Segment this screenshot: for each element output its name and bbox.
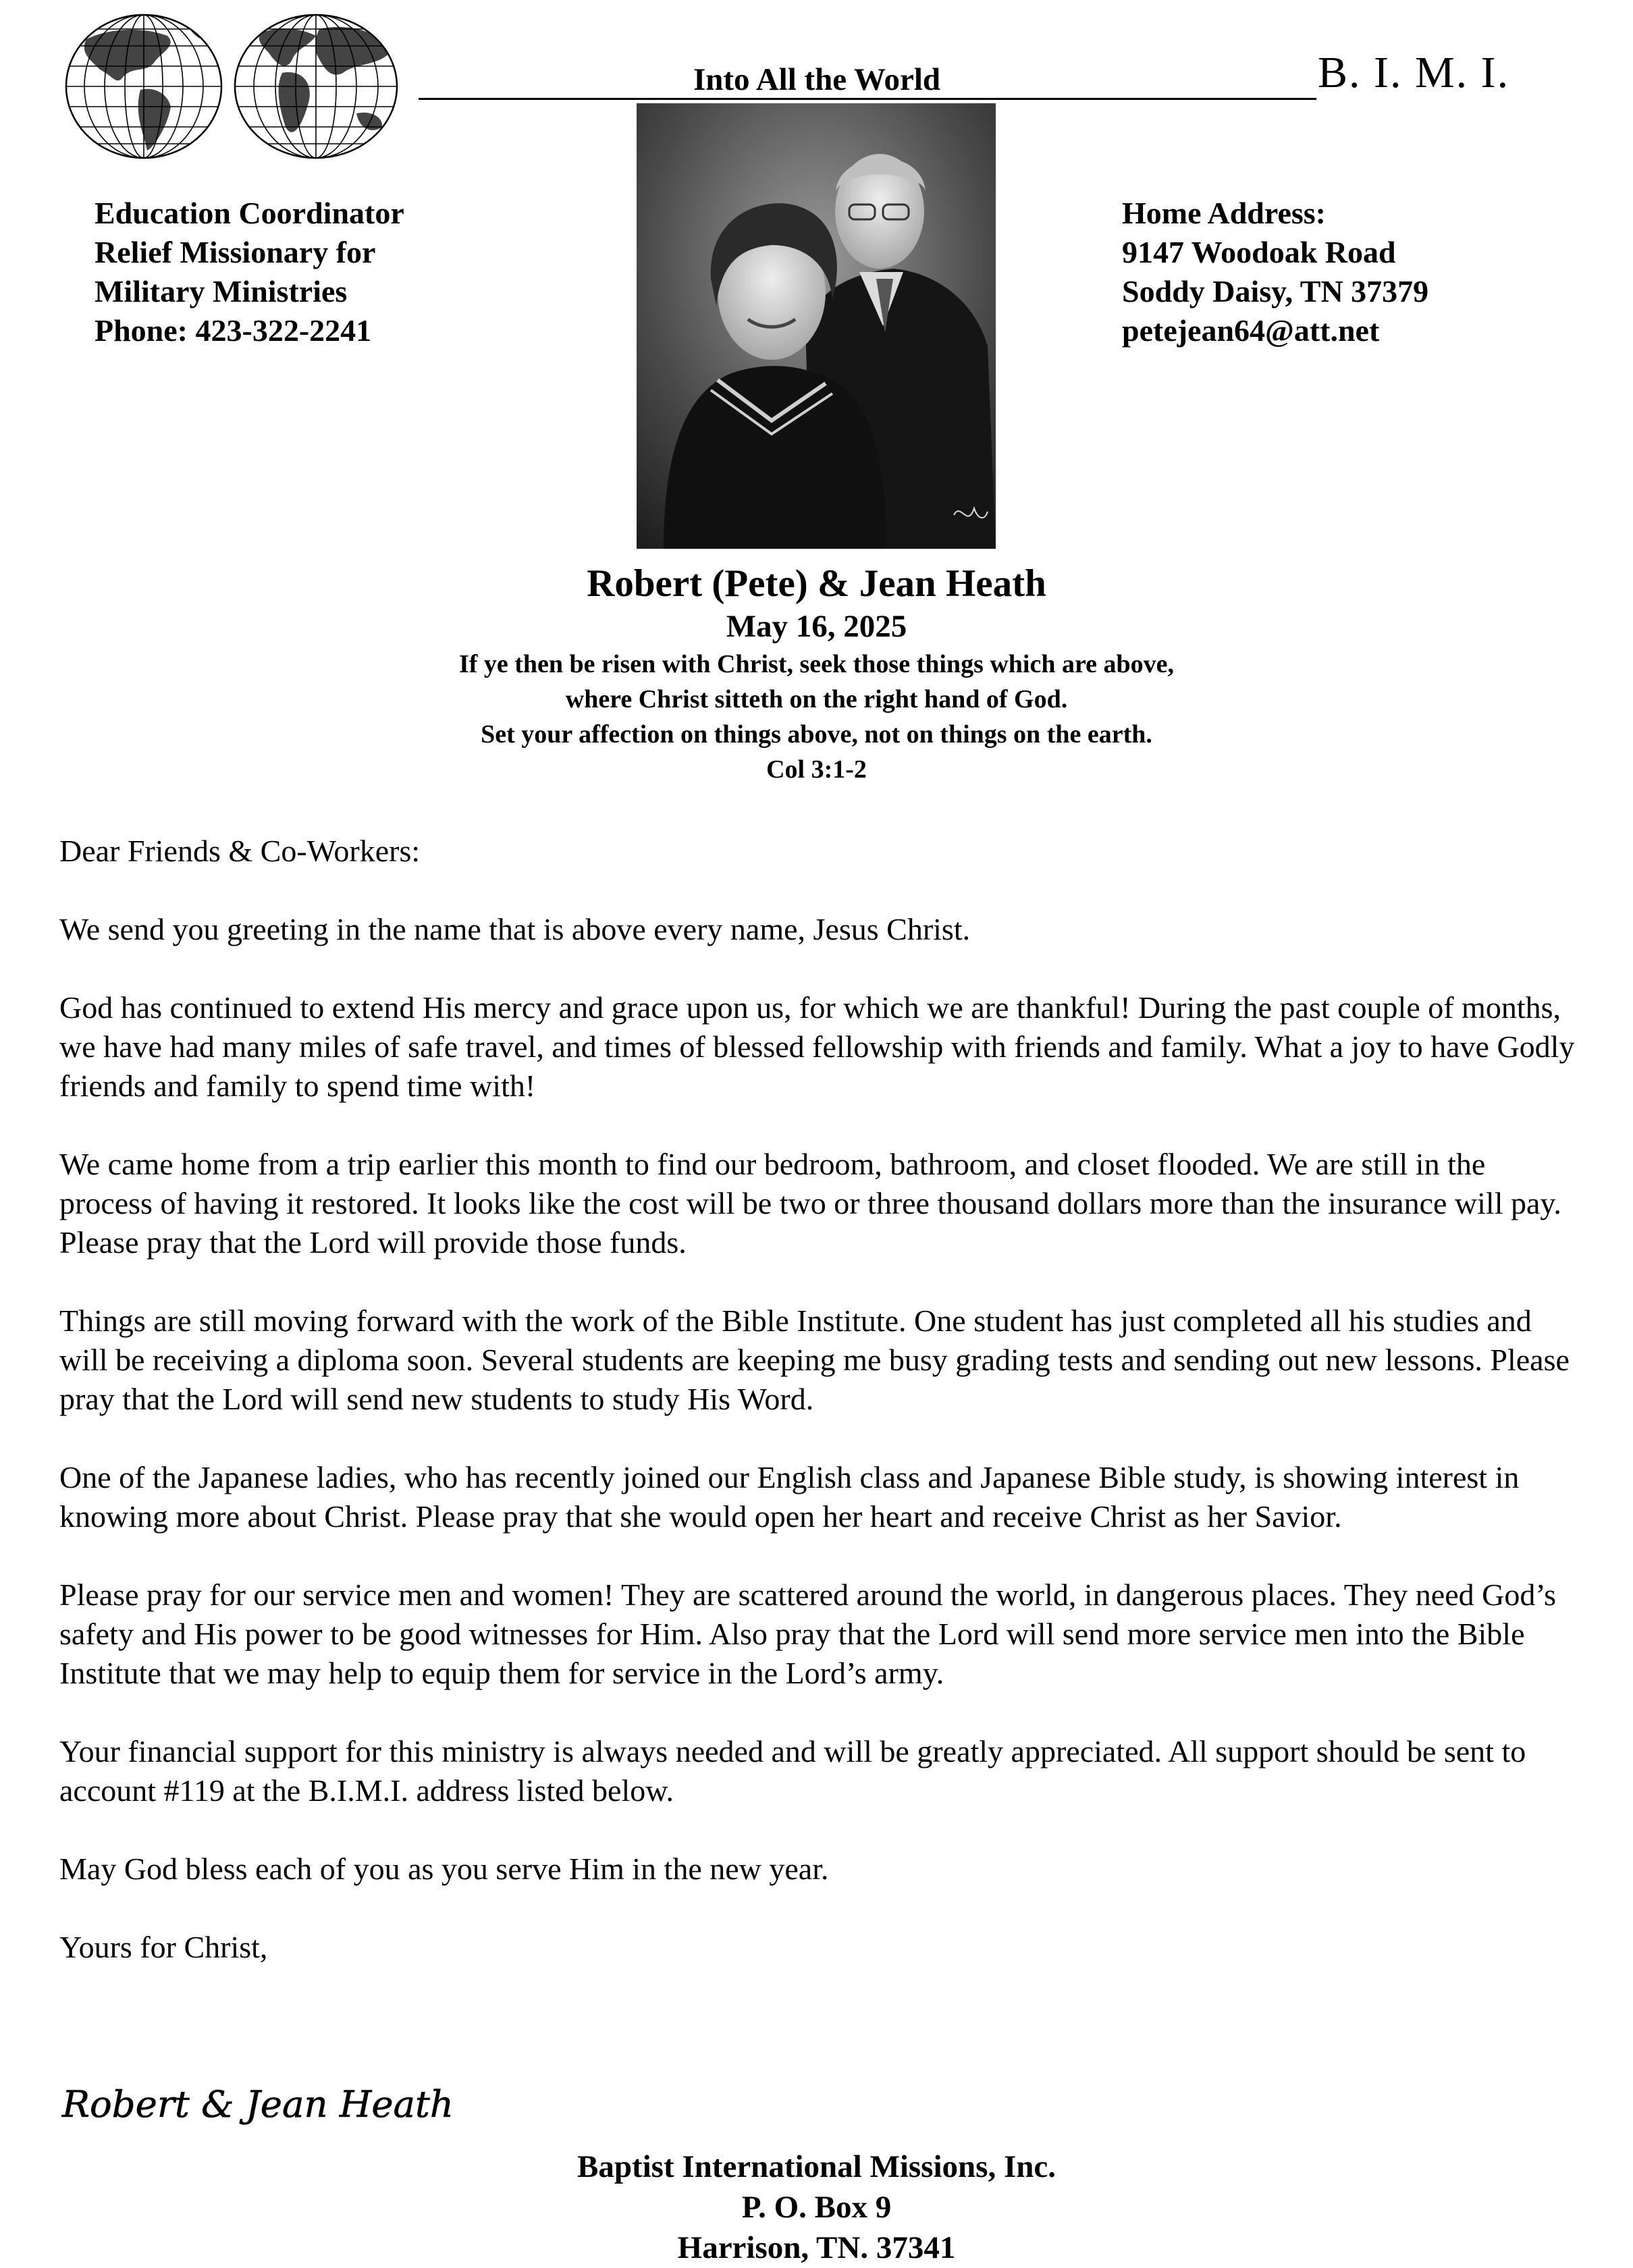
footer-city: Harrison, TN. 37341 [677,2230,956,2265]
scripture-verse [0,647,1633,787]
footer-po-box: P. O. Box 9 [741,2190,892,2225]
role-line: Relief Missionary for [95,235,376,269]
letter-paragraph: Your financial support for this ministry is always needed and will be greatly appreciated. All support should be sent to account #119 at the B.I.M.I. address listed below. [59,1734,1526,1808]
letter-paragraph: God has continued to extend His mercy and grace upon us, for which we are thankful! During the past couple of months, we have had many miles of safe travel, and times of blessed fellowship with friends and family. What a joy to have Godly friends and family to spend time with! [59,990,1575,1103]
header-rule [419,98,1316,100]
left-contact-block [95,194,404,350]
verse-line: If ye then be risen with Christ, seek those things which are above, [458,650,1175,678]
missionary-names: Robert (Pete) & Jean Heath [587,562,1046,605]
letter-body [59,832,1578,2006]
role-line: Military Ministries [95,274,348,308]
footer-address [0,2146,1633,2268]
right-contact-block [1122,194,1428,350]
svg-text:Robert & Jean Heath: Robert & Jean Heath [61,2083,454,2126]
verse-line: Set your affection on things above, not on things on the earth. [481,720,1152,749]
role-line: Education Coordinator [95,196,404,230]
letter-date: May 16, 2025 [726,609,907,644]
handwritten-signature [59,2078,464,2132]
address-line: 9147 Woodoak Road [1122,235,1396,269]
letter-paragraph: We came home from a trip earlier this month to find our bedroom, bathroom, and closet flooded. We are still in the process of having it restored. It looks like the cost will be two or three thousand dollars more than the insurance will pay. Please pray that the Lord will provide those funds. [59,1147,1561,1260]
header-title: Into All the World [693,62,941,97]
letter-paragraph: One of the Japanese ladies, who has recently joined our English class and Japanese Bible study, is showing interest in knowing more about Christ. Please pray that she would open her heart and receive Christ as her Savior. [59,1460,1520,1534]
org-mark: B. I. M. I. [1318,48,1510,97]
phone-line: Phone: 423-322-2241 [95,313,372,348]
letter-paragraph: May God bless each of you as you serve Him in the new year. [59,1852,829,1886]
letter-paragraph: We send you greeting in the name that is above every name, Jesus Christ. [59,912,971,946]
email-line: petejean64@att.net [1122,313,1380,348]
closing: Yours for Christ, [59,1930,268,1964]
salutation: Dear Friends & Co-Workers: [59,834,421,868]
address-heading: Home Address: [1122,196,1326,230]
letter-paragraph: Things are still moving forward with the work of the Bible Institute. One student has just completed all his studies and will be receiving a diploma soon. Several students are keeping me busy grading tests and sending out new lessons. Please pray that the Lord will send new students to study His Word. [59,1303,1570,1416]
world-map-globes-icon [59,12,404,161]
verse-reference: Col 3:1-2 [766,755,867,784]
footer-org-name: Baptist International Missions, Inc. [577,2149,1056,2184]
verse-line: where Christ sitteth on the right hand of God. [565,685,1068,713]
letter-paragraph: Please pray for our service men and women! They are scattered around the world, in dangerous places. They need God’s safety and His power to be good witnesses for Him. Also pray that the Lord will send more service men into the Bible Institute that we may help to equip them for service in the Lord’s army. [59,1577,1557,1690]
couple-portrait-photo [637,103,996,549]
address-line: Soddy Daisy, TN 37379 [1122,274,1429,308]
